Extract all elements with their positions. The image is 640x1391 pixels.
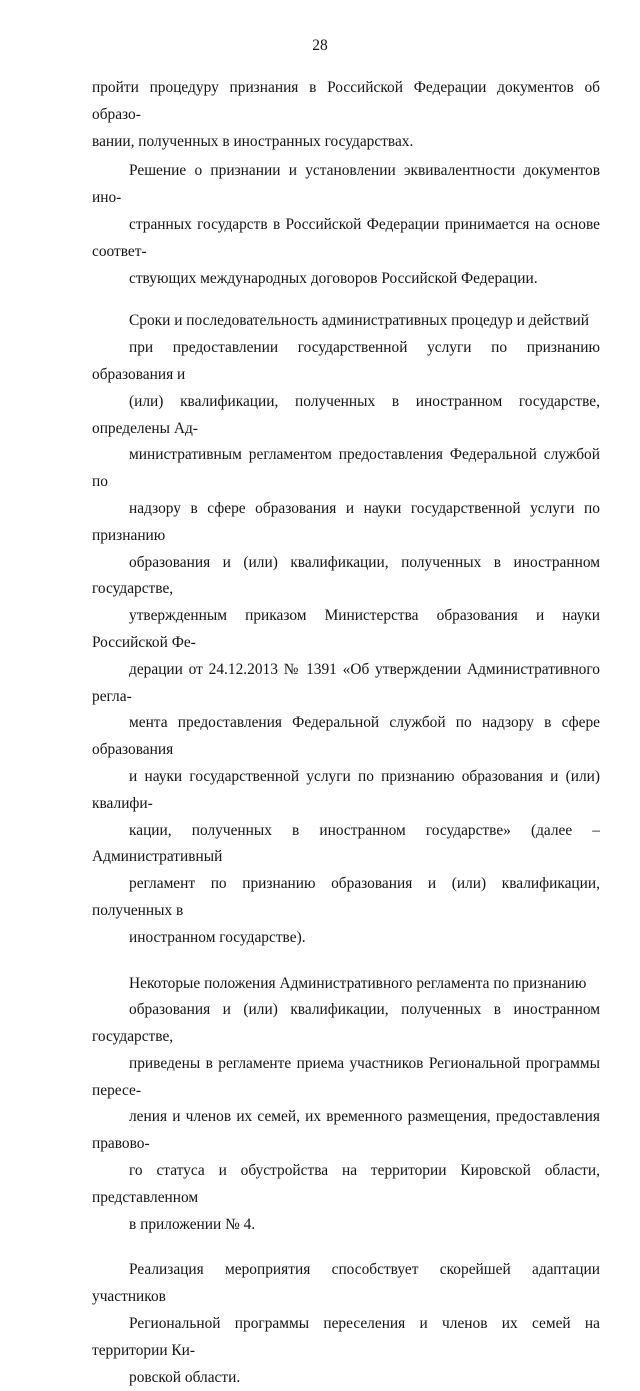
paragraph-2	[92, 158, 600, 292]
text-line: вании, полученных в иностранных государствах.	[92, 132, 414, 150]
text-line: ровской области.	[129, 1368, 241, 1386]
text-line: ствующих международных договоров Российской Федерации.	[129, 269, 538, 287]
text-line: Сроки и последовательность административных процедур и действий	[129, 312, 589, 330]
text-line: регламент по признанию образования и (или) квалификации, полученных в	[92, 875, 600, 919]
paragraph-5	[92, 1257, 600, 1391]
text-line: ления и членов их семей, их временного размещения, предоставления правово-	[92, 1108, 600, 1153]
text-line: надзору в сфере образования и науки государственной услуги по признанию	[92, 499, 600, 544]
text-line: приведены в регламенте приема участников Региональной программы пересе-	[92, 1054, 600, 1099]
text-line: Региональной программы переселения и членов их семей на территории Ки-	[92, 1315, 600, 1359]
text-line: образования и (или) квалификации, полученных в иностранном государстве,	[92, 1001, 600, 1046]
text-line: в приложении № 4.	[129, 1215, 256, 1233]
text-line: утвержденным приказом Министерства образования и науки Российской Фе-	[92, 607, 600, 651]
text-line: дерации от 24.12.2013 № 1391 «Об утверждении Административного регла-	[92, 660, 600, 705]
paragraph-1	[92, 75, 600, 155]
text-line: образования и (или) квалификации, полученных в иностранном государстве,	[92, 553, 600, 598]
text-line: го статуса и обустройства на территории Кировской области, представленном	[92, 1162, 600, 1206]
paragraph-3	[92, 308, 600, 951]
text-line: Реализация мероприятия способствует скорейшей адаптации участников	[92, 1261, 600, 1306]
text-line: Некоторые положения Административного регламента по признанию	[129, 974, 587, 992]
text-line: иностранном государстве).	[129, 928, 306, 946]
text-line: Решение о признании и установлении эквивалентности документов ино-	[92, 162, 600, 207]
text-line: кации, полученных в иностранном государстве» (далее – Административный	[92, 821, 600, 866]
text-line: (или) квалификации, полученных в иностранном государстве, определены Ад-	[92, 392, 600, 437]
text-line: пройти процедуру признания в Российской Федерации документов об образо-	[92, 79, 600, 123]
text-line: при предоставлении государственной услуги по признанию образования и	[92, 339, 600, 383]
document-body	[92, 75, 600, 1391]
text-line: министративным регламентом предоставления Федеральной службой по	[92, 446, 600, 491]
page-number: 28	[312, 37, 328, 54]
paragraph-4	[92, 971, 600, 1239]
text-line: мента предоставления Федеральной службой по надзору в сфере образования	[92, 714, 600, 759]
text-line: и науки государственной услуги по признанию образования и (или) квалифи-	[92, 767, 600, 812]
text-line: странных государств в Российской Федерации принимается на основе соответ-	[92, 215, 600, 260]
